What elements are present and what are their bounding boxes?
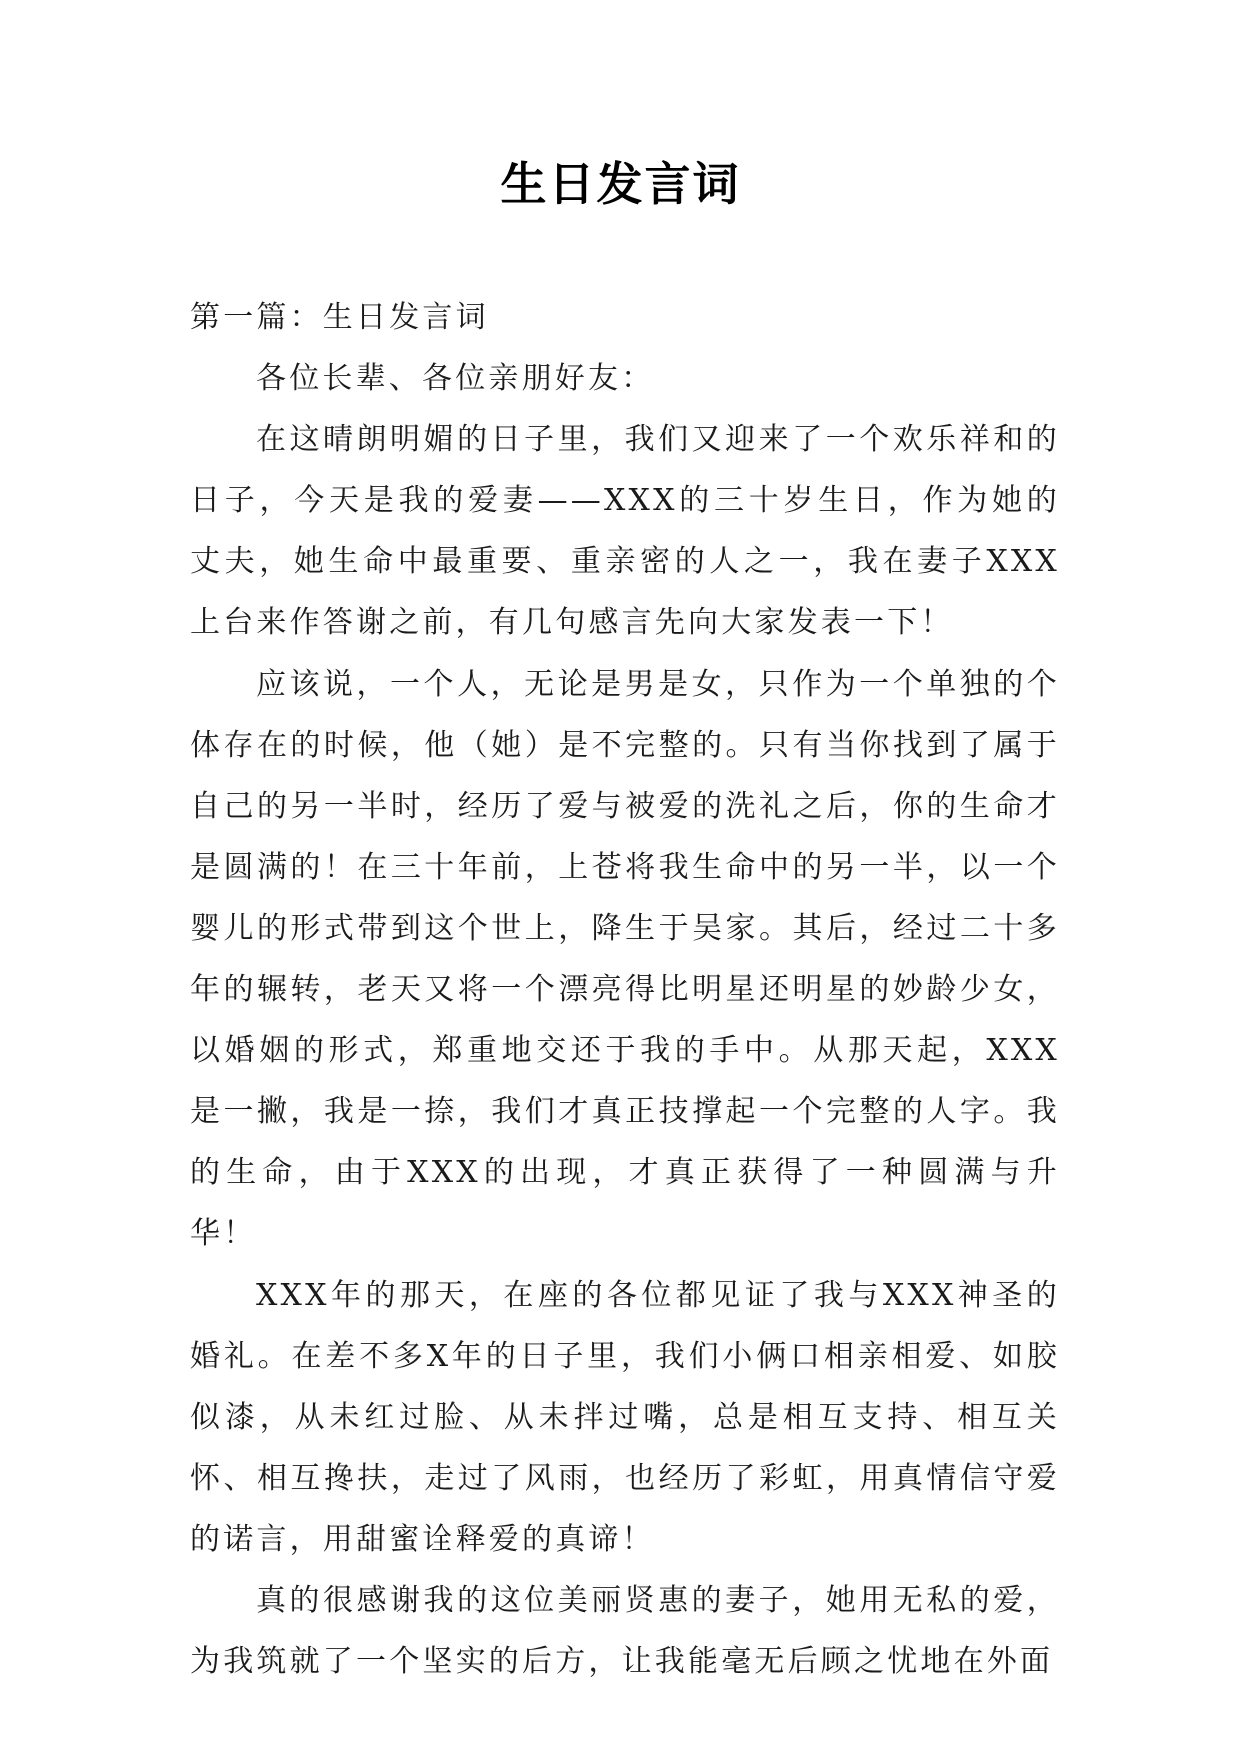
paragraph: 应该说，一个人，无论是男是女，只作为一个单独的个体存在的时候，他（她）是不完整的。只有当你找到了属于自己的另一半时，经历了爱与被爱的洗礼之后，你的生命才是圆满的！在三十年前，上苍将我生命中的另一半，以一个婴儿的形式带到这个世上，降生于吴家。其后，经过二十多年的辗转，老天又将一个漂亮得比明星还明星的妙龄少女，以婚姻的形式，郑重地交还于我的手中。从那天起，XXX是一撇，我是一捺，我们才真正技撑起一个完整的人字。我的生命，由于XXX的出现，才真正获得了一种圆满与升华！ (190, 666, 1060, 1252)
section-heading: 第一篇：生日发言词 (190, 300, 489, 335)
paragraph: 真的很感谢我的这位美丽贤惠的妻子，她用无私的爱，为我筑就了一个坚实的后方，让我能毫无后顾之忧地在外面 (190, 1582, 1060, 1680)
paragraph: 在这晴朗明媚的日子里，我们又迎来了一个欢乐祥和的日子，今天是我的爱妻——XXX的三十岁生日，作为她的丈夫，她生命中最重要、重亲密的人之一，我在妻子XXX上台来作答谢之前，有几句感言先向大家发表一下！ (190, 422, 1060, 641)
paragraph: XXX年的那天，在座的各位都见证了我与XXX神圣的婚礼。在差不多X年的日子里，我们小俩口相亲相爱、如胶似漆，从未红过脸、从未拌过嘴，总是相互支持、相互关怀、相互搀扶，走过了风雨，也经历了彩虹，用真情信守爱的诺言，用甜蜜诠释爱的真谛！ (190, 1277, 1060, 1557)
document-body (190, 287, 1060, 1692)
salutation: 各位长辈、各位亲朋好友： (256, 361, 655, 397)
document-title: 生日发言词 (500, 157, 741, 211)
